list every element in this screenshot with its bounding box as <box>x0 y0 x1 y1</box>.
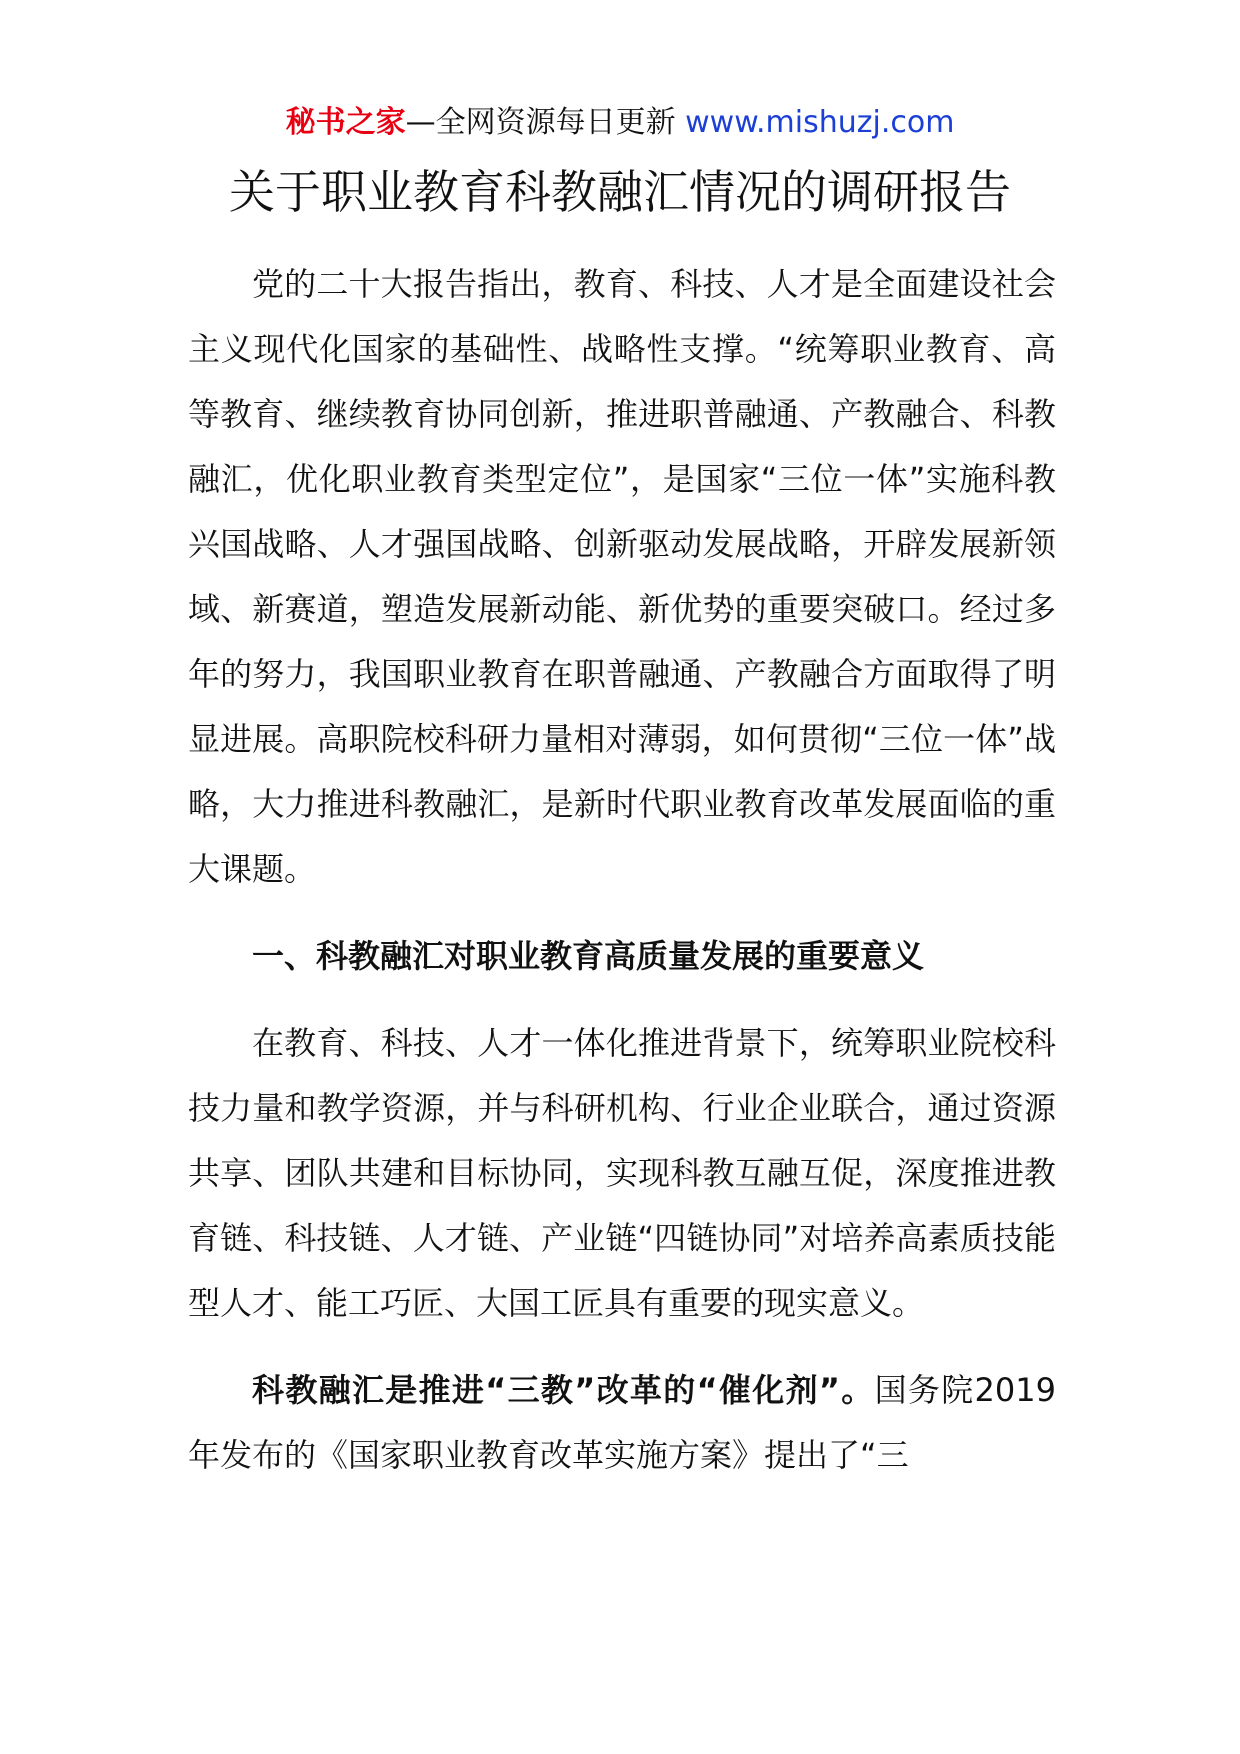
paragraph-continuation: 国务院2019年发布的《国家职业教育改革实施方案》提出了“三 <box>188 1371 1056 1474</box>
paragraph-significance: 在教育、科技、人才一体化推进背景下，统筹职业院校科技力量和教学资源，并与科研机构、行业企业联合，通过资源共享、团队共建和目标协同，实现科教互融互促，深度推进教育链、科技链、人才链、产业链“四链协同”对培养高素质技能型人才、能工巧匠、大国工匠具有重要的现实意义。 <box>188 1024 1056 1322</box>
brand-name: 秘书之家 <box>285 105 406 140</box>
section-heading-1: 一、科教融汇对职业教育高质量发展的重要意义 <box>252 937 925 975</box>
paragraph-lead-bold: 科教融汇是推进“三教”改革的“催化剂”。 <box>252 1371 875 1409</box>
paragraph-intro: 党的二十大报告指出，教育、科技、人才是全面建设社会主义现代化国家的基础性、战略性支撑。“统筹职业教育、高等教育、继续教育协同创新，推进职普融通、产教融合、科教融汇，优化职业教育类型定位”，是国家“三位一体”实施科教兴国战略、人才强国战略、创新驱动发展战略，开辟发展新领域、新赛道，塑造发展新动能、新优势的重要突破口。经过多年的努力，我国职业教育在职普融通、产教融合方面取得了明显进展。高职院校科研力量相对薄弱，如何贯彻“三位一体”战略，大力推进科教融汇，是新时代职业教育改革发展面临的重大课题。 <box>188 265 1056 888</box>
paragraph-catalyst <box>188 1358 1056 1488</box>
header-slogan: —全网资源每日更新 <box>405 105 676 140</box>
website-link[interactable]: www.mishuzj.com <box>685 105 955 140</box>
document-title: 关于职业教育科教融汇情况的调研报告 <box>229 165 1011 219</box>
document-body <box>188 252 1056 1488</box>
site-header <box>0 98 1240 148</box>
